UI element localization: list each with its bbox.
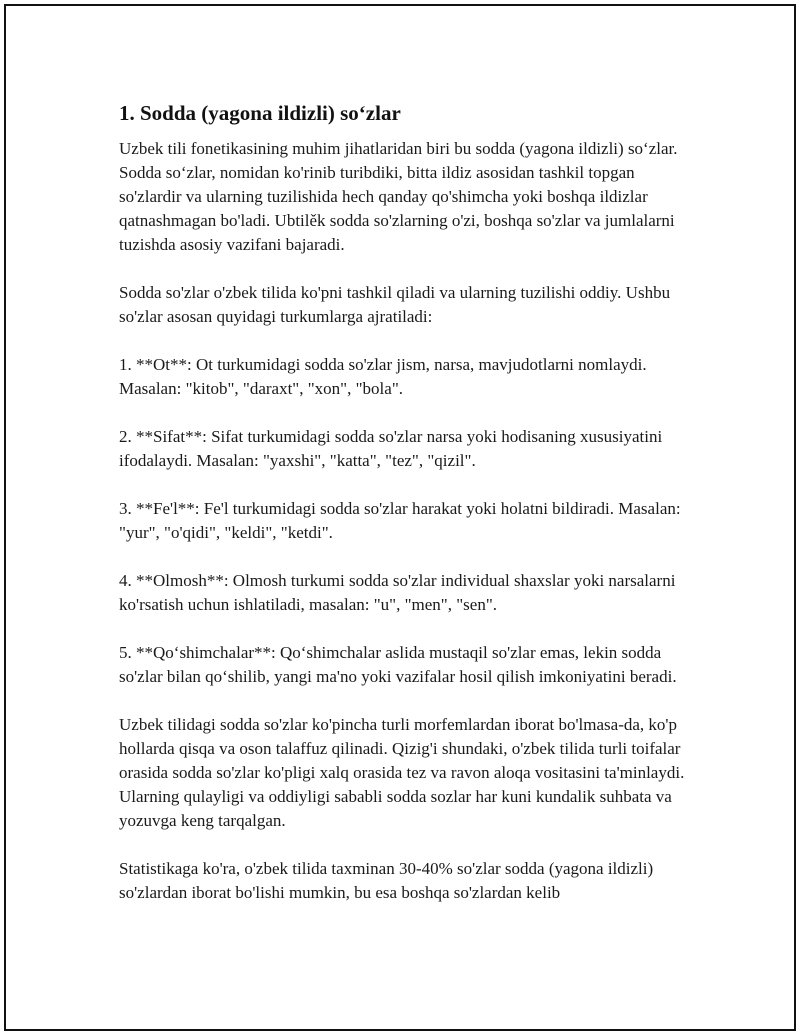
list-item-olmosh: 4. **Olmosh**: Olmosh turkumi sodda so'zlar individual shaxslar yoki narsalarni ko'rsatish uchun ishlatiladi, masalan: "u", "men", "sen". <box>119 571 676 614</box>
section-heading: 1. Sodda (yagona ildizli) so‘zlar <box>119 101 401 125</box>
paragraph-usage: Uzbek tilidagi sodda so'zlar ko'pincha turli morfemlardan iborat bo'lmasa-da, ko'p hollarda qisqa va oson talaffuz qilinadi. Qizig'i shundaki, o'zbek tilida turli toifalar orasida sodda so'zlar ko'pligi xalq orasida tez va ravon aloqa vositasini ta'minlaydi. Ularning qulayligi va oddiyligi sababli sodda sozlar har kuni kundalik suhbata va yozuvga keng tarqalgan. <box>119 715 685 830</box>
paragraph-intro: Uzbek tili fonetikasining muhim jihatlaridan biri bu sodda (yagona ildizli) so‘zlar. Sodda so‘zlar, nomidan ko'rinib turibdiki, bitta ildiz asosidan tashkil topgan so'zlardir va ularning tuzilishida hech qanday qo'shimcha yoki boshqa ildizlar qatnashmagan bo'ladi. Ubtilěk sodda so'zlarning o'zi, boshqa so'zlar va jumlalarni tuzishda asosiy vazifani bajaradi. <box>119 139 678 254</box>
list-item-ot: 1. **Ot**: Ot turkumidagi sodda so'zlar jism, narsa, mavjudotlarni nomlaydi. Masalan: "kitob", "daraxt", "xon", "bola". <box>119 355 647 398</box>
document-body <box>119 99 699 929</box>
document-page <box>4 4 796 1031</box>
list-item-sifat: 2. **Sifat**: Sifat turkumidagi sodda so'zlar narsa yoki hodisaning xususiyatini ifodalaydi. Masalan: "yaxshi", "katta", "tez", "qizil". <box>119 427 663 470</box>
paragraph-categories: Sodda so'zlar o'zbek tilida ko'pni tashkil qiladi va ularning tuzilishi oddiy. Ushbu so'zlar asosan quyidagi turkumlarga ajratiladi: <box>119 283 671 326</box>
paragraph-statistics: Statistikaga ko'ra, o'zbek tilida taxminan 30-40% so'zlar sodda (yagona ildizli) so'zlardan iborat bo'lishi mumkin, bu esa boshqa so'zlardan kelib <box>119 859 654 902</box>
list-item-fel: 3. **Fe'l**: Fe'l turkumidagi sodda so'zlar harakat yoki holatni bildiradi. Masalan: "yur", "o'qidi", "keldi", "ketdi". <box>119 499 681 542</box>
list-item-qoshimchalar: 5. **Qo‘shimchalar**: Qo‘shimchalar aslida mustaqil so'zlar emas, lekin sodda so'zlar bilan qo‘shilib, yangi ma'no yoki vazifalar hosil qilish imkoniyatini beradi. <box>119 643 677 686</box>
